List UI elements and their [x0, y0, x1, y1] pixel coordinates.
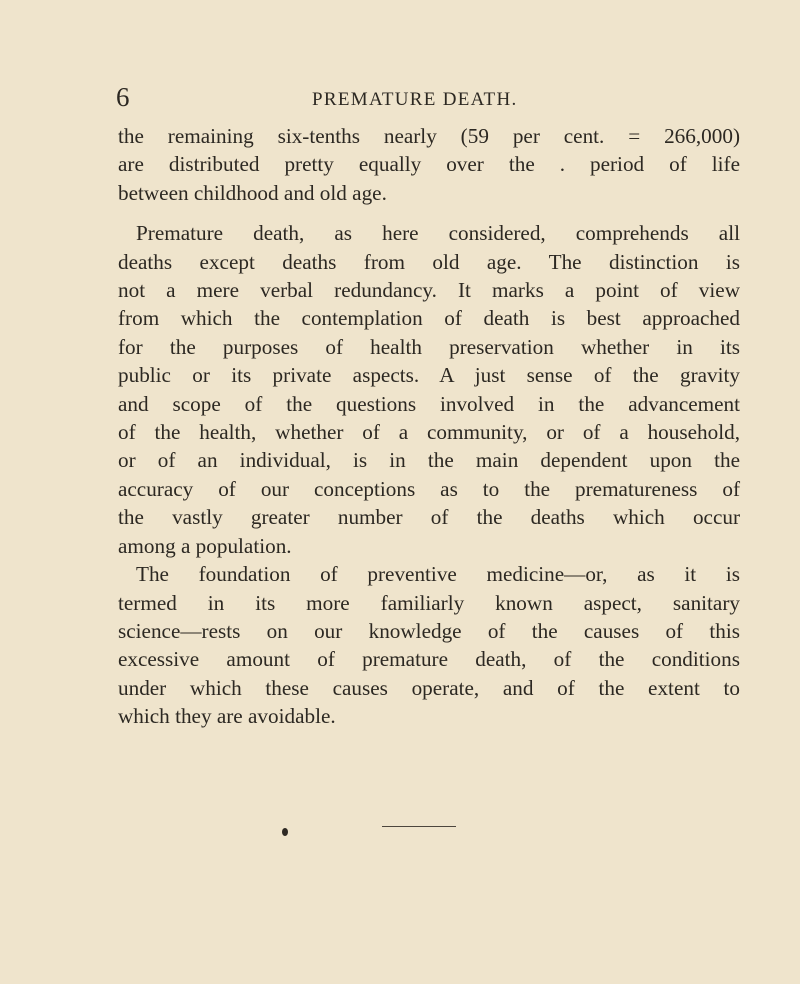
paragraph-2-line-5: for the purposes of health preservation whether in its [118, 334, 740, 359]
paragraph-2-line-12: among a population. [118, 533, 292, 558]
paragraph-3-line-1: The foundation of preventive medicine—or, as it is [136, 562, 740, 587]
paragraph-2-line-9: or of an individual, is in the main dependent upon the [118, 448, 740, 473]
paragraph-1-line-1: the remaining six-tenths nearly (59 per cent. = 266,000) [118, 124, 740, 148]
paragraph-1 [118, 122, 740, 207]
paragraph-2-line-10: accuracy of our conceptions as to the prematureness of [118, 476, 740, 501]
page-number: 6 [116, 82, 130, 112]
paragraph-2-line-6: public or its private aspects. A just sense of the gravity [118, 363, 740, 388]
paragraph-2-line-7: and scope of the questions involved in the advancement [118, 391, 740, 416]
paragraph-3-line-3: science—rests on our knowledge of the causes of this [118, 618, 740, 643]
paragraph-3-line-6: which they are avoidable. [118, 704, 336, 729]
paragraph-2-line-4: from which the contemplation of death is best approached [118, 306, 740, 331]
paragraph-3 [118, 560, 740, 730]
paragraph-2 [118, 219, 740, 560]
paragraph-2-line-1: Premature death, as here considered, comprehends all [136, 221, 740, 246]
ink-mark [282, 828, 288, 836]
paragraph-3-line-4: excessive amount of premature death, of the conditions [118, 647, 740, 672]
paragraph-2-line-3: not a mere verbal redundancy. It marks a point of view [118, 278, 740, 303]
paragraph-2-line-11: the vastly greater number of the deaths which occur [118, 505, 740, 530]
paragraph-3-line-2: termed in its more familiarly known aspect, sanitary [118, 590, 740, 615]
paragraph-3-line-5: under which these causes operate, and of the extent to [118, 675, 740, 700]
paragraph-1-line-2: are distributed pretty equally over the . period of life [118, 152, 740, 177]
paragraph-gap [118, 207, 740, 219]
paragraph-1-line-3: between childhood and old age. [118, 180, 387, 205]
page-text [118, 122, 740, 731]
section-rule [382, 826, 456, 827]
running-title: PREMATURE DEATH. [312, 89, 518, 110]
paragraph-2-line-8: of the health, whether of a community, or of a household, [118, 420, 740, 445]
paragraph-2-line-2: deaths except deaths from old age. The distinction is [118, 249, 740, 274]
